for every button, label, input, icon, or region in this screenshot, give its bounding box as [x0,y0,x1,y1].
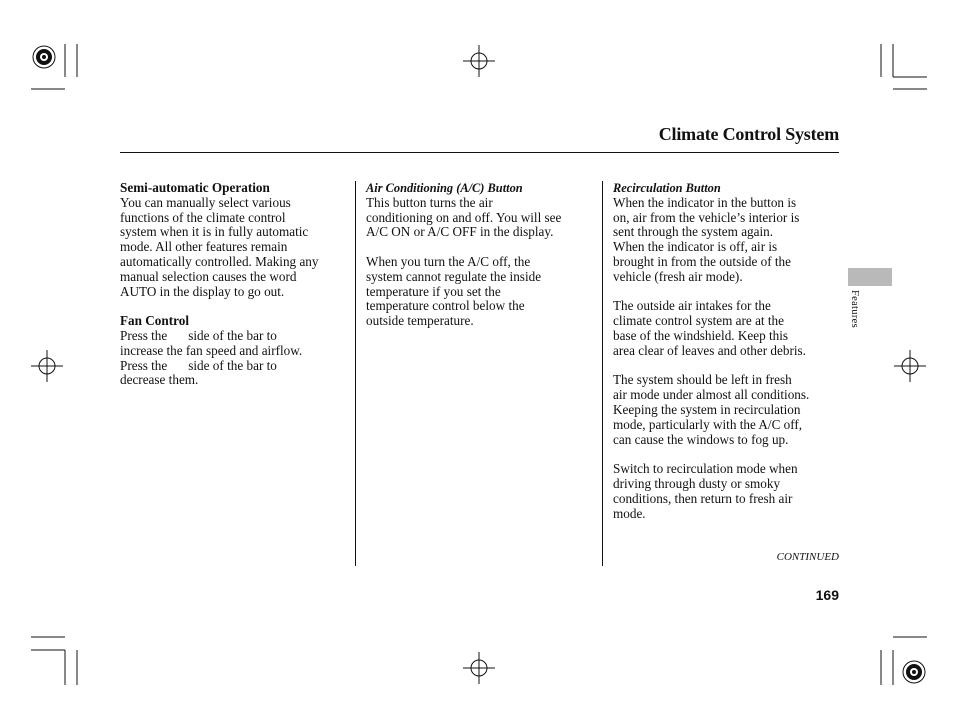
recirc-para-4: Switch to recirculation mode when driving through dusty or smoky conditions, then return to fresh air mode. [613,461,798,521]
semi-auto-section [120,181,348,299]
registration-target-top-left [33,46,55,68]
column-1 [120,181,348,403]
recirc-section [613,181,843,285]
fan-line-4: decrease them. [120,372,199,388]
column-3 [613,181,843,536]
registration-target-bottom-right [903,661,925,683]
semi-auto-heading: Semi-automatic Operation [120,180,270,195]
fan-control-heading: Fan Control [120,313,189,329]
fan-line-1a: Press the [120,327,168,343]
fan-line-2: increase the fan speed and airflow. [120,342,303,358]
semi-auto-body: You can manually select various functions of the climate control system when it is in fully automatic mode. All other features remain automatically controlled. Making any manual selection causes the word AUTO in the display to go out. [120,194,319,299]
column-2 [366,181,596,344]
page-title: Climate Control System [658,124,839,144]
recirc-heading: Recirculation Button [613,181,721,195]
page-number: 169 [815,587,839,603]
recirc-para-1: When the indicator in the button is on, air from the vehicle’s interior is sent through the system again. When the indicator is off, air is brought in from the outside of the vehicle (fresh air mode). [613,194,800,284]
fan-line-1b: side of the bar to [188,327,277,343]
ac-para-1: This button turns the air conditioning on and off. You will see A/C ON or A/C OFF in the display. [366,194,562,240]
ac-section [366,181,596,240]
section-tab-label: Features [849,290,860,328]
fan-line-3b: side of the bar to [188,357,277,373]
section-tab [848,268,892,286]
recirc-para-3: The system should be left in fresh air mode under almost all conditions. Keeping the system in recirculation mode, particularly with the A/C off, can cause the windows to fog up. [613,372,810,447]
continued-label: CONTINUED [776,551,839,563]
recirc-para-2: The outside air intakes for the climate control system are at the base of the windshield. Keep this area clear of leaves and other debris. [613,298,806,358]
fan-line-3a: Press the [120,357,168,373]
ac-heading: Air Conditioning (A/C) Button [366,181,523,195]
column-divider-2 [602,181,603,566]
column-divider-1 [355,181,356,566]
fan-control-section [120,314,348,388]
ac-para-2: When you turn the A/C off, the system cannot regulate the inside temperature if you set the temperature control below the outside temperature. [366,253,542,329]
header-rule [120,152,839,153]
